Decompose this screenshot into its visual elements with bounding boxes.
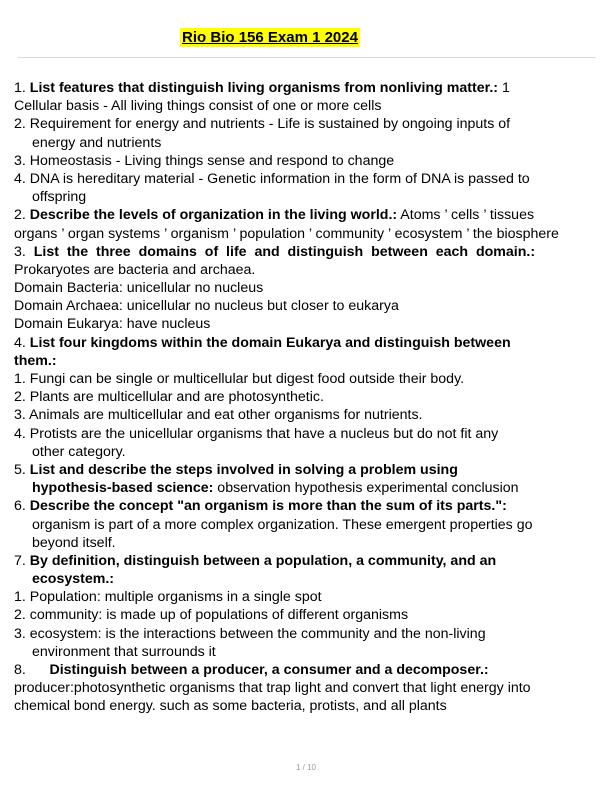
text-line [14,553,604,571]
bold-text: By definition, distinguish between a population, a community, and an [29,552,497,569]
text-line [14,335,604,353]
bold-text: List and describe the steps involved in solving a problem using [29,461,458,478]
text-line [14,98,604,116]
text-run: 7. [14,552,30,569]
text-line [14,316,604,334]
text-run: 2. community: is made up of populations of different organisms [14,607,409,624]
text-line [14,371,604,389]
text-run: other category. [32,443,126,460]
text-line [14,389,604,407]
title-container [0,28,540,47]
text-run: 2. Requirement for energy and nutrients - Life is sustained by ongoing inputs of [14,116,511,133]
text-line [14,153,604,171]
text-run: 4. Protists are the unicellular organisms that have a nucleus but do not fit any [14,425,499,442]
text-line [14,262,604,280]
text-line [14,80,604,98]
text-run: Cellular basis - All living things consist of one or more cells [14,98,382,115]
text-run: 3. ecosystem: is the interactions between the community and the non-living [14,625,486,642]
text-run: organism is part of a more complex organization. These emergent properties go [32,516,533,533]
text-run: observation hypothesis experimental conclusion [213,480,519,497]
text-run: 3. Animals are multicellular and eat other organisms for nutrients. [14,407,423,424]
text-line [14,353,604,371]
bold-text: List four kingdoms within the domain Eukarya and distinguish between [29,334,511,351]
text-run: organs ’ organ systems ’ organism ’ population ’ community ’ ecosystem ’ the biosphere [14,225,559,242]
text-line [14,280,604,298]
text-run: Domain Archaea: unicellular no nucleus but closer to eukarya [14,298,399,315]
text-line [14,698,604,716]
text-line [14,626,604,644]
text-line [14,189,604,207]
page-number: 1 / 10 [295,763,316,772]
text-line [14,498,604,516]
text-run: Domain Bacteria: unicellular no nucleus [14,280,264,297]
text-line [14,535,604,553]
text-run: energy and nutrients [32,134,162,151]
bold-text: Describe the concept "an organism is more than the sum of its parts.": [29,498,507,515]
bold-text: List the three domains of life and distinguish between each domain.: [33,243,536,260]
bold-text: ecosystem.: [32,571,115,588]
text-run: 2. [14,207,30,224]
text-run: 5. [14,461,30,478]
text-line [14,517,604,535]
text-run: 6. [14,498,30,515]
text-run: environment that surrounds it [32,643,216,660]
text-line [14,589,604,607]
text-line [14,298,604,316]
text-run: producer:photosynthetic organisms that trap light and convert that light energy into [14,680,531,697]
text-line [14,135,604,153]
text-line [14,226,604,244]
text-run: Prokaryotes are bacteria and archaea. [14,261,256,278]
text-run: 1. Fungi can be single or multicellular but digest food outside their body. [14,371,465,387]
text-line [14,171,604,189]
text-run: Atoms ’ cells ’ tissues [397,207,535,224]
text-run: 3. [14,243,34,260]
text-line [14,444,604,462]
page-title: Rio Bio 156 Exam 1 2024 [182,29,358,46]
bold-text: them.: [14,352,57,369]
text-line [14,244,604,262]
text-run: 8. [14,662,50,678]
text-run: chemical bond energy. such as some bacteria, protists, and all plants [14,698,447,715]
text-line [14,407,604,425]
text-line [14,571,604,589]
text-line [14,480,604,498]
text-line [14,644,604,662]
text-run: beyond itself. [32,534,116,551]
text-line [14,680,604,698]
text-run: 1 [498,80,510,96]
text-run: Domain Eukarya: have nucleus [14,316,211,333]
bold-text: hypothesis-based science: [32,480,214,497]
bold-text: List features that distinguish living organisms from nonliving matter.: [29,80,499,96]
text-line [14,116,604,134]
document-body [14,80,604,717]
text-run: offspring [32,189,87,206]
text-line [14,426,604,444]
text-line [14,607,604,625]
text-run: 2. Plants are multicellular and are photosynthetic. [14,389,324,406]
text-run: 3. Homeostasis - Living things sense and respond to change [14,152,395,169]
text-run: 1. [14,80,30,96]
text-line [14,207,604,225]
header-divider [18,57,596,58]
text-run: 4. DNA is hereditary material - Genetic information in the form of DNA is passed to [14,170,530,187]
text-line [14,462,604,480]
text-run: 4. [14,334,30,351]
text-run: 1. Population: multiple organisms in a single spot [14,589,322,606]
bold-text: Distinguish between a producer, a consumer and a decomposer.: [49,662,489,678]
bold-text: Describe the levels of organization in the living world.: [29,207,398,224]
text-line [14,662,604,680]
